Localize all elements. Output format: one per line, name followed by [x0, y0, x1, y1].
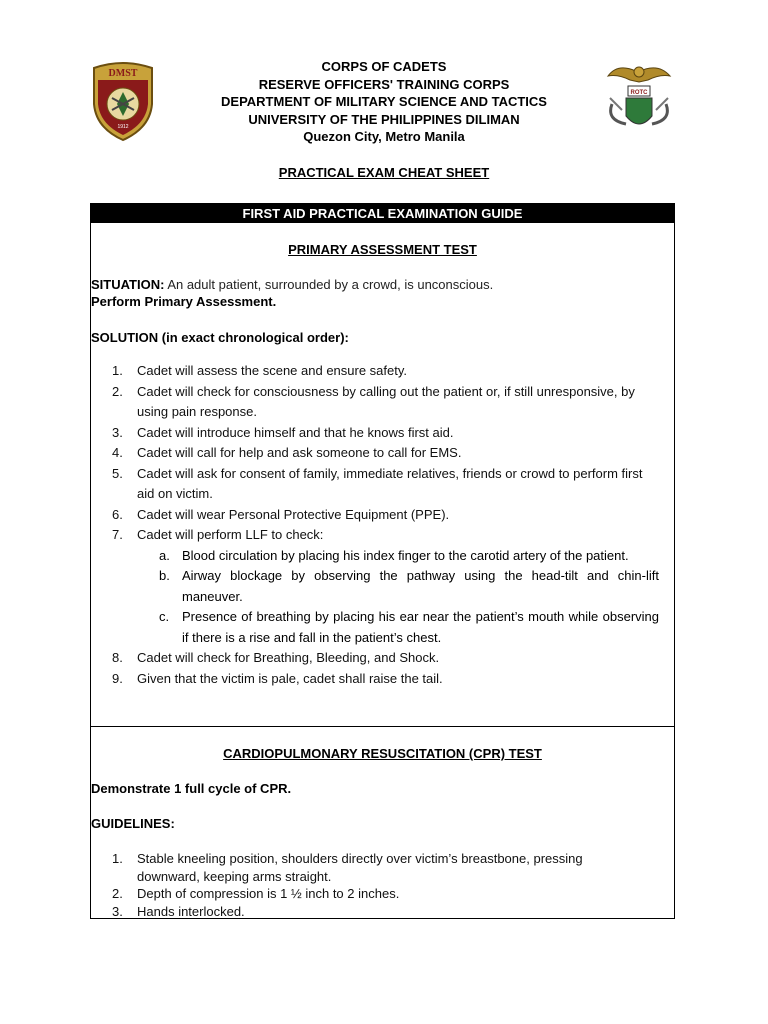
rotc-logo-text: ROTC: [630, 90, 648, 96]
exam-guide-box: [90, 203, 675, 919]
primary-assessment-title: PRIMARY ASSESSMENT TEST: [288, 242, 477, 257]
list-item: 5. Cadet will ask for consent of family, immediate relatives, friends or crowd to perform first aid on victim.: [112, 465, 643, 501]
sub-list-item: c. Presence of breathing by placing his ear near the patient’s mouth while observing if there is a rise and fall in the patient’s chest.: [159, 609, 659, 645]
document-title: PRACTICAL EXAM CHEAT SHEET: [278, 165, 490, 180]
list-item: 3. Cadet will introduce himself and that he knows first aid.: [112, 424, 454, 440]
situation-paragraph: [91, 276, 674, 293]
cpr-title: CARDIOPULMONARY RESUSCITATION (CPR) TEST: [223, 746, 542, 761]
list-item: 1. Cadet will assess the scene and ensure safety.: [112, 363, 408, 378]
document-header: [0, 58, 768, 146]
primary-steps-list: [91, 361, 659, 689]
sub-list-item: a. Blood circulation by placing his index finger to the carotid artery of the patient.: [159, 547, 629, 563]
dmst-logo-text: DMST: [108, 68, 138, 79]
header-line-rotc: RESERVE OFFICERS' TRAINING CORPS: [258, 76, 510, 92]
sub-list-item: b. Airway blockage by observing the pathway using the head-tilt and chin-lift maneuver.: [159, 568, 659, 604]
situation-text: An adult patient, surrounded by a crowd, is unconscious.: [164, 277, 494, 292]
list-item: 2. Depth of compression is 1 ½ inch to 2 inches.: [112, 886, 400, 901]
list-item: 4. Cadet will call for help and ask someone to call for EMS.: [112, 445, 462, 460]
situation-label: SITUATION:: [91, 277, 165, 292]
header-line-university: UNIVERSITY OF THE PHILIPPINES DILIMAN: [248, 111, 520, 127]
section-divider: [91, 726, 674, 727]
list-item: 7. Cadet will perform LLF to check:: [112, 527, 324, 542]
header-line-location: Quezon City, Metro Manila: [303, 129, 465, 144]
primary-assessment-section: [91, 242, 674, 257]
list-item: 1. Stable kneeling position, shoulders directly over victim’s breastbone, pressing downward, keeping arms straight.: [112, 851, 583, 884]
header-line-department: DEPARTMENT OF MILITARY SCIENCE AND TACTICS: [221, 94, 547, 109]
cpr-section: [91, 746, 674, 761]
primary-task: Perform Primary Assessment.: [91, 294, 277, 309]
dmst-logo-year: 1912: [117, 124, 129, 130]
exam-guide-heading: FIRST AID PRACTICAL EXAMINATION GUIDE: [91, 204, 674, 223]
header-line-corps: CORPS OF CADETS: [321, 59, 447, 74]
cpr-guidelines-list: [91, 850, 631, 920]
list-item: 8. Cadet will check for Breathing, Bleeding, and Shock.: [112, 650, 440, 665]
list-item: 6. Cadet will wear Personal Protective Equipment (PPE).: [112, 506, 450, 522]
guidelines-label: GUIDELINES:: [91, 816, 175, 831]
list-item: 3. Hands interlocked.: [112, 903, 245, 919]
solution-label: SOLUTION (in exact chronological order):: [91, 330, 349, 345]
list-item: 2. Cadet will check for consciousness by calling out the patient or, if still unresponsive, by using pain response.: [112, 383, 635, 419]
list-item: 9. Given that the victim is pale, cadet shall raise the tail.: [112, 670, 443, 686]
cpr-task: Demonstrate 1 full cycle of CPR.: [91, 781, 292, 796]
